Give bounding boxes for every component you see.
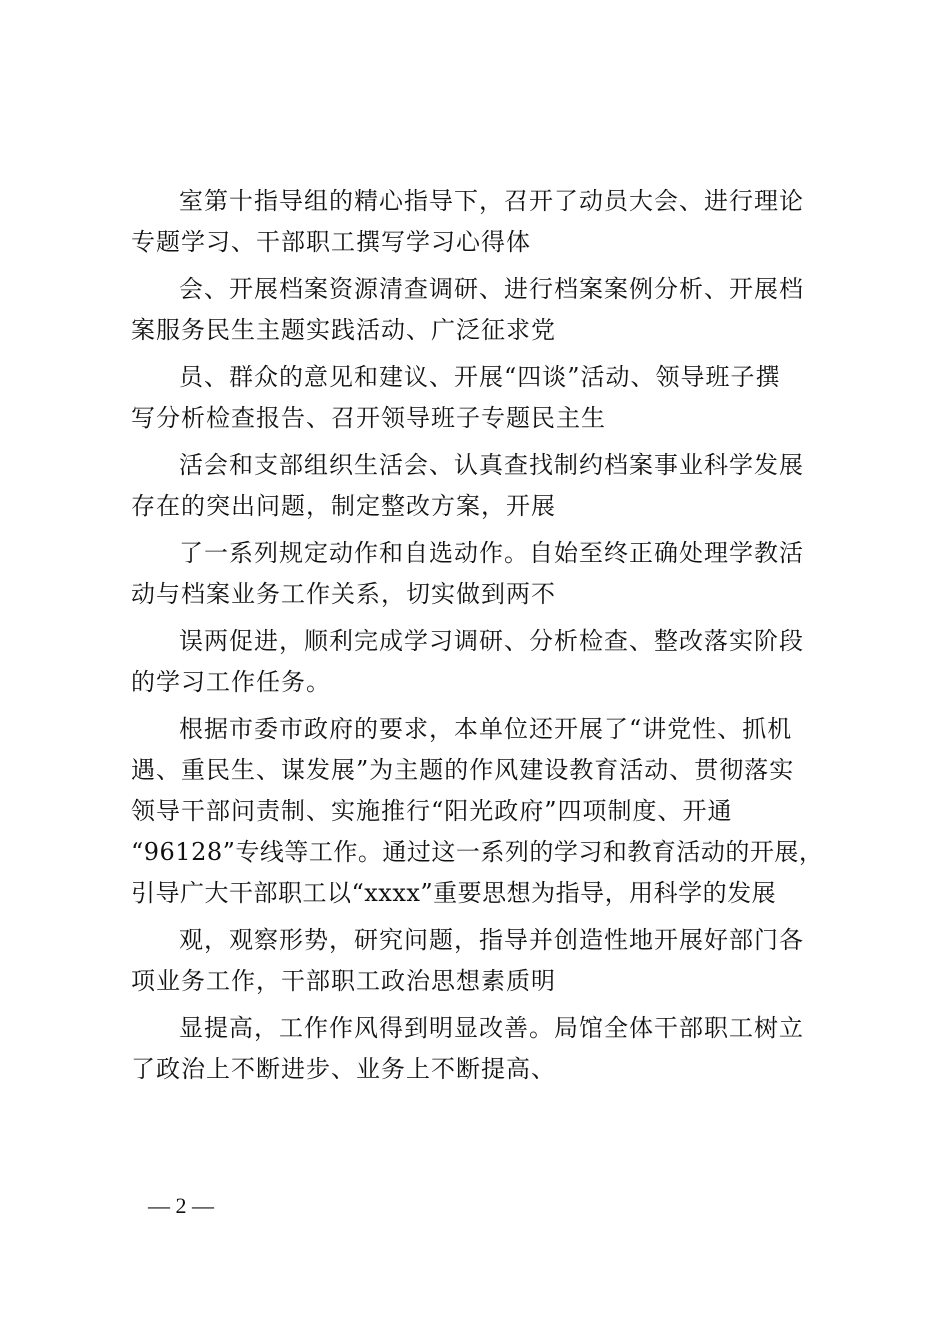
text-line: 了政治上不断进步、业务上不断提高、 [131, 1055, 556, 1083]
paragraph-1 [131, 181, 841, 263]
text-line: 误两促进，顺利完成学习调研、分析检查、整改落实阶段 [179, 627, 804, 655]
text-line: 室第十指导组的精心指导下，召开了动员大会、进行理论 [179, 187, 804, 215]
text-line: 动与档案业务工作关系，切实做到两不 [131, 580, 556, 608]
paragraph-2 [131, 269, 841, 351]
document-body [131, 181, 841, 1096]
text-line: 案服务民生主题实践活动、广泛征求党 [131, 316, 556, 344]
text-line: 会、开展档案资源清查调研、进行档案案例分析、开展档 [179, 275, 804, 303]
text-line: 员、群众的意见和建议、开展“四谈”活动、领导班子撰 [179, 363, 781, 391]
page-number: — 2 — [148, 1193, 214, 1218]
text-line: 根据市委市政府的要求，本单位还开展了“讲党性、抓机 [179, 715, 793, 743]
paragraph-4 [131, 445, 841, 527]
paragraph-8 [131, 920, 841, 1002]
text-line: 领导干部问责制、实施推行“阳光政府”四项制度、开通 [131, 797, 733, 825]
text-line: 活会和支部组织生活会、认真查找制约档案事业科学发展 [179, 451, 804, 479]
paragraph-7 [131, 709, 841, 914]
text-line: 写分析检查报告、召开领导班子专题民主生 [131, 404, 606, 432]
text-line: 存在的突出问题，制定整改方案，开展 [131, 492, 556, 520]
text-line: 的学习工作任务。 [131, 668, 331, 696]
text-line: 遇、重民生、谋发展”为主题的作风建设教育活动、贯彻落实 [131, 756, 795, 784]
text-line: 观，观察形势，研究问题，指导并创造性地开展好部门各 [179, 926, 804, 954]
text-line: 引导广大干部职工以“xxxx”重要思想为指导，用科学的发展 [131, 879, 777, 907]
paragraph-6 [131, 621, 841, 703]
paragraph-9 [131, 1008, 841, 1090]
text-line: 专题学习、干部职工撰写学习心得体 [131, 228, 531, 256]
paragraph-5 [131, 533, 841, 615]
text-line: 了一系列规定动作和自选动作。自始至终正确处理学教活 [179, 539, 804, 567]
text-line: 显提高，工作作风得到明显改善。局馆全体干部职工树立 [179, 1014, 804, 1042]
text-line: 项业务工作，干部职工政治思想素质明 [131, 967, 556, 995]
paragraph-3 [131, 357, 841, 439]
text-line: “96128”专线等工作。通过这一系列的学习和教育活动的开展， [131, 838, 824, 866]
